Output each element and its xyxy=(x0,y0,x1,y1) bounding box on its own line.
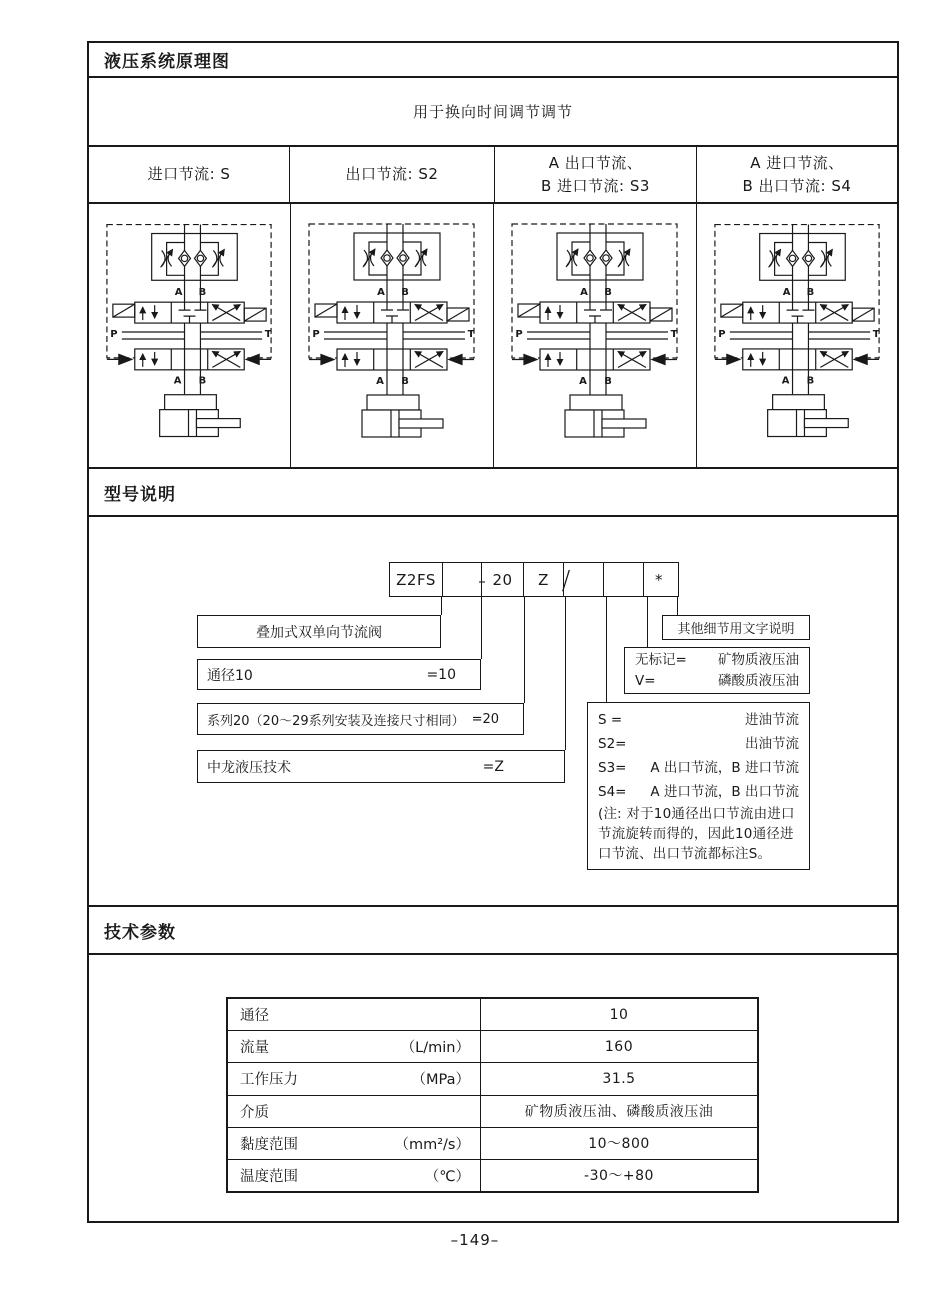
param-unit: （mm²/s） xyxy=(394,1136,470,1153)
param-name: 通径 xyxy=(240,1008,269,1025)
param-value: 矿物质液压油、磷酸质液压油 xyxy=(524,1104,714,1121)
model-box-throttle-types xyxy=(587,702,810,870)
fluid-option xyxy=(635,671,799,692)
section-title-text: 液压系统原理图 xyxy=(104,52,230,72)
port-label-a: A xyxy=(376,376,384,387)
directional-valve xyxy=(113,302,266,323)
model-box-fluid xyxy=(624,647,810,694)
code-cell-fluid xyxy=(603,563,643,596)
header-line: 进口节流: S xyxy=(147,165,231,183)
cylinder xyxy=(768,395,849,437)
header-line: A 出口节流、 xyxy=(548,153,643,172)
port-label-a: A xyxy=(580,287,588,298)
header-line: A 进口节流、 xyxy=(750,153,844,172)
port-label-p: P xyxy=(110,328,118,340)
fluid-code: V= xyxy=(635,672,656,689)
throttle-option xyxy=(598,732,799,756)
code-slash: / xyxy=(561,565,571,596)
param-unit: （℃） xyxy=(424,1168,470,1185)
connector-line xyxy=(565,597,566,750)
box-label: 中龙液压技术 xyxy=(207,759,291,776)
port-label-a: A xyxy=(781,375,790,387)
port-label-t: T xyxy=(467,329,475,340)
connector-line xyxy=(606,597,607,702)
port-label-a: A xyxy=(174,287,183,299)
throttle-option xyxy=(598,708,799,732)
box-label: 系列20（20～29系列安装及连接尺寸相同） xyxy=(207,713,465,729)
connector-line xyxy=(441,597,442,615)
diagram-header-s2 xyxy=(290,147,495,202)
port-label-a: A xyxy=(377,287,385,298)
table-row xyxy=(228,1159,757,1191)
pt-rails xyxy=(527,332,668,339)
diagram-header-s4 xyxy=(697,147,897,202)
directional-valve xyxy=(721,302,874,323)
hydraulic-schematic xyxy=(697,204,898,469)
port-label-b: B xyxy=(806,375,815,387)
throttle-desc: A 出口节流，B 进口节流 xyxy=(650,760,799,776)
header-line: B 出口节流: S4 xyxy=(742,176,852,195)
param-unit: （L/min） xyxy=(400,1040,470,1057)
connector-line xyxy=(647,597,648,647)
dashed-boundary xyxy=(107,225,271,358)
throttle-desc: 进油节流 xyxy=(745,712,799,728)
code-cell-series: Z2FS xyxy=(396,570,436,589)
param-name: 流量 xyxy=(240,1040,269,1057)
dashed-boundary xyxy=(309,224,474,358)
page-number: –149– xyxy=(450,1231,500,1249)
section-title-text: 技术参数 xyxy=(104,922,176,943)
code-dash: – xyxy=(478,571,486,590)
fluid-desc: 磷酸质液压油 xyxy=(718,672,799,689)
param-unit: （MPa） xyxy=(411,1072,470,1089)
port-label-t: T xyxy=(670,329,678,340)
port-label-t: T xyxy=(872,328,880,340)
param-value: 160 xyxy=(604,1038,634,1055)
cylinder xyxy=(362,395,443,437)
box-code: =10 xyxy=(426,666,456,683)
port-label-b: B xyxy=(401,287,409,298)
throttle-code: S3= xyxy=(598,760,627,776)
param-name: 介质 xyxy=(240,1104,269,1121)
throttle-check-block xyxy=(557,233,643,280)
connector-line xyxy=(677,597,678,615)
box-label: 通径10 xyxy=(207,667,253,684)
dashed-boundary xyxy=(512,224,677,358)
throttle-code: S4= xyxy=(598,784,627,800)
diagram-header-s xyxy=(89,147,290,202)
param-value: -30～+80 xyxy=(584,1168,654,1185)
throttle-code: S = xyxy=(598,712,623,728)
table-row xyxy=(228,1095,757,1127)
param-value: 10～800 xyxy=(588,1136,650,1153)
table-row xyxy=(228,1062,757,1094)
directional-valve xyxy=(518,302,672,323)
dashed-boundary xyxy=(715,225,879,358)
section-title-hydraulic-schematic xyxy=(89,43,897,78)
table-row xyxy=(228,999,757,1030)
param-name: 工作压力 xyxy=(240,1072,298,1089)
section-title-text: 型号说明 xyxy=(104,484,176,505)
pt-rails xyxy=(122,332,262,339)
box-code: =Z xyxy=(482,758,504,775)
port-label-a: A xyxy=(782,287,791,299)
diagram-row xyxy=(89,204,897,469)
port-label-p: P xyxy=(515,329,523,340)
port-label-b: B xyxy=(806,287,815,299)
port-label-p: P xyxy=(718,328,726,340)
port-label-b: B xyxy=(604,287,612,298)
port-label-b: B xyxy=(198,287,207,299)
box-code: =20 xyxy=(471,711,499,727)
throttle-option xyxy=(598,780,799,804)
model-box-brand xyxy=(197,750,565,783)
section-title-model xyxy=(89,469,897,517)
box-label: 叠加式双单向节流阀 xyxy=(256,624,382,641)
model-designation-area xyxy=(89,517,897,907)
schematic-cell-s3 xyxy=(494,204,697,467)
model-box-valve-name xyxy=(197,615,441,648)
params-table xyxy=(226,997,759,1193)
hydraulic-schematic xyxy=(89,204,290,469)
header-line: B 进口节流: S3 xyxy=(541,176,650,195)
throttle-check-block xyxy=(760,234,846,281)
pt-rails xyxy=(324,332,465,339)
connector-line xyxy=(481,597,482,659)
port-label-a: A xyxy=(579,376,587,387)
params-area xyxy=(89,955,897,1225)
table-row xyxy=(228,1030,757,1062)
section-title-params xyxy=(89,907,897,955)
schematic-cell-s2 xyxy=(291,204,494,467)
schematic-cell-s4 xyxy=(697,204,898,467)
connector-line xyxy=(524,597,525,703)
directional-valve xyxy=(315,302,469,323)
pt-rails xyxy=(730,332,870,339)
param-name: 黏度范围 xyxy=(240,1136,298,1153)
hydraulic-schematic xyxy=(291,204,493,469)
port-label-b: B xyxy=(604,376,612,387)
table-row xyxy=(228,1127,757,1159)
usage-note-row xyxy=(89,78,897,147)
model-code-box xyxy=(389,562,679,597)
fluid-desc: 矿物质液压油 xyxy=(718,651,799,668)
throttle-desc: A 进口节流，B 出口节流 xyxy=(650,784,799,800)
lower-valve xyxy=(309,349,474,370)
port-label-b: B xyxy=(401,376,409,387)
port-label-a: A xyxy=(173,375,182,387)
code-cell-20: 20 xyxy=(481,563,523,596)
lower-valve xyxy=(715,349,879,370)
throttle-note: (注: 对于10通径出口节流由进口节流旋转而得的，因此10通径进口节流、出口节流都标注S。 xyxy=(598,806,795,862)
code-cell-z: Z xyxy=(523,563,563,596)
model-box-other-details xyxy=(662,615,810,640)
diagram-header-s3 xyxy=(495,147,697,202)
page-frame xyxy=(87,41,899,1223)
lower-valve xyxy=(512,349,677,370)
fluid-code: 无标记= xyxy=(635,651,687,668)
hydraulic-schematic xyxy=(494,204,696,469)
throttle-option xyxy=(598,756,799,780)
port-label-p: P xyxy=(312,329,320,340)
model-box-size xyxy=(197,659,481,690)
diagram-header-row xyxy=(89,147,897,204)
param-value: 31.5 xyxy=(602,1070,636,1087)
box-label: 其他细节用文字说明 xyxy=(677,622,795,637)
fluid-option xyxy=(635,650,799,671)
throttle-code: S2= xyxy=(598,736,627,752)
cylinder xyxy=(160,395,241,437)
code-cell-star: * xyxy=(643,563,674,596)
param-value: 10 xyxy=(609,1006,629,1023)
throttle-desc: 出油节流 xyxy=(745,736,799,752)
model-box-series xyxy=(197,703,524,735)
cylinder xyxy=(565,395,646,437)
param-name: 温度范围 xyxy=(240,1168,298,1185)
throttle-check-block xyxy=(152,234,238,281)
lower-valve xyxy=(107,349,271,370)
throttle-check-block xyxy=(354,233,440,280)
header-line: 出口节流: S2 xyxy=(345,165,439,183)
usage-note-text: 用于换向时间调节调节 xyxy=(412,103,573,121)
port-label-b: B xyxy=(198,375,207,387)
schematic-cell-s xyxy=(89,204,291,467)
port-label-t: T xyxy=(264,328,272,340)
